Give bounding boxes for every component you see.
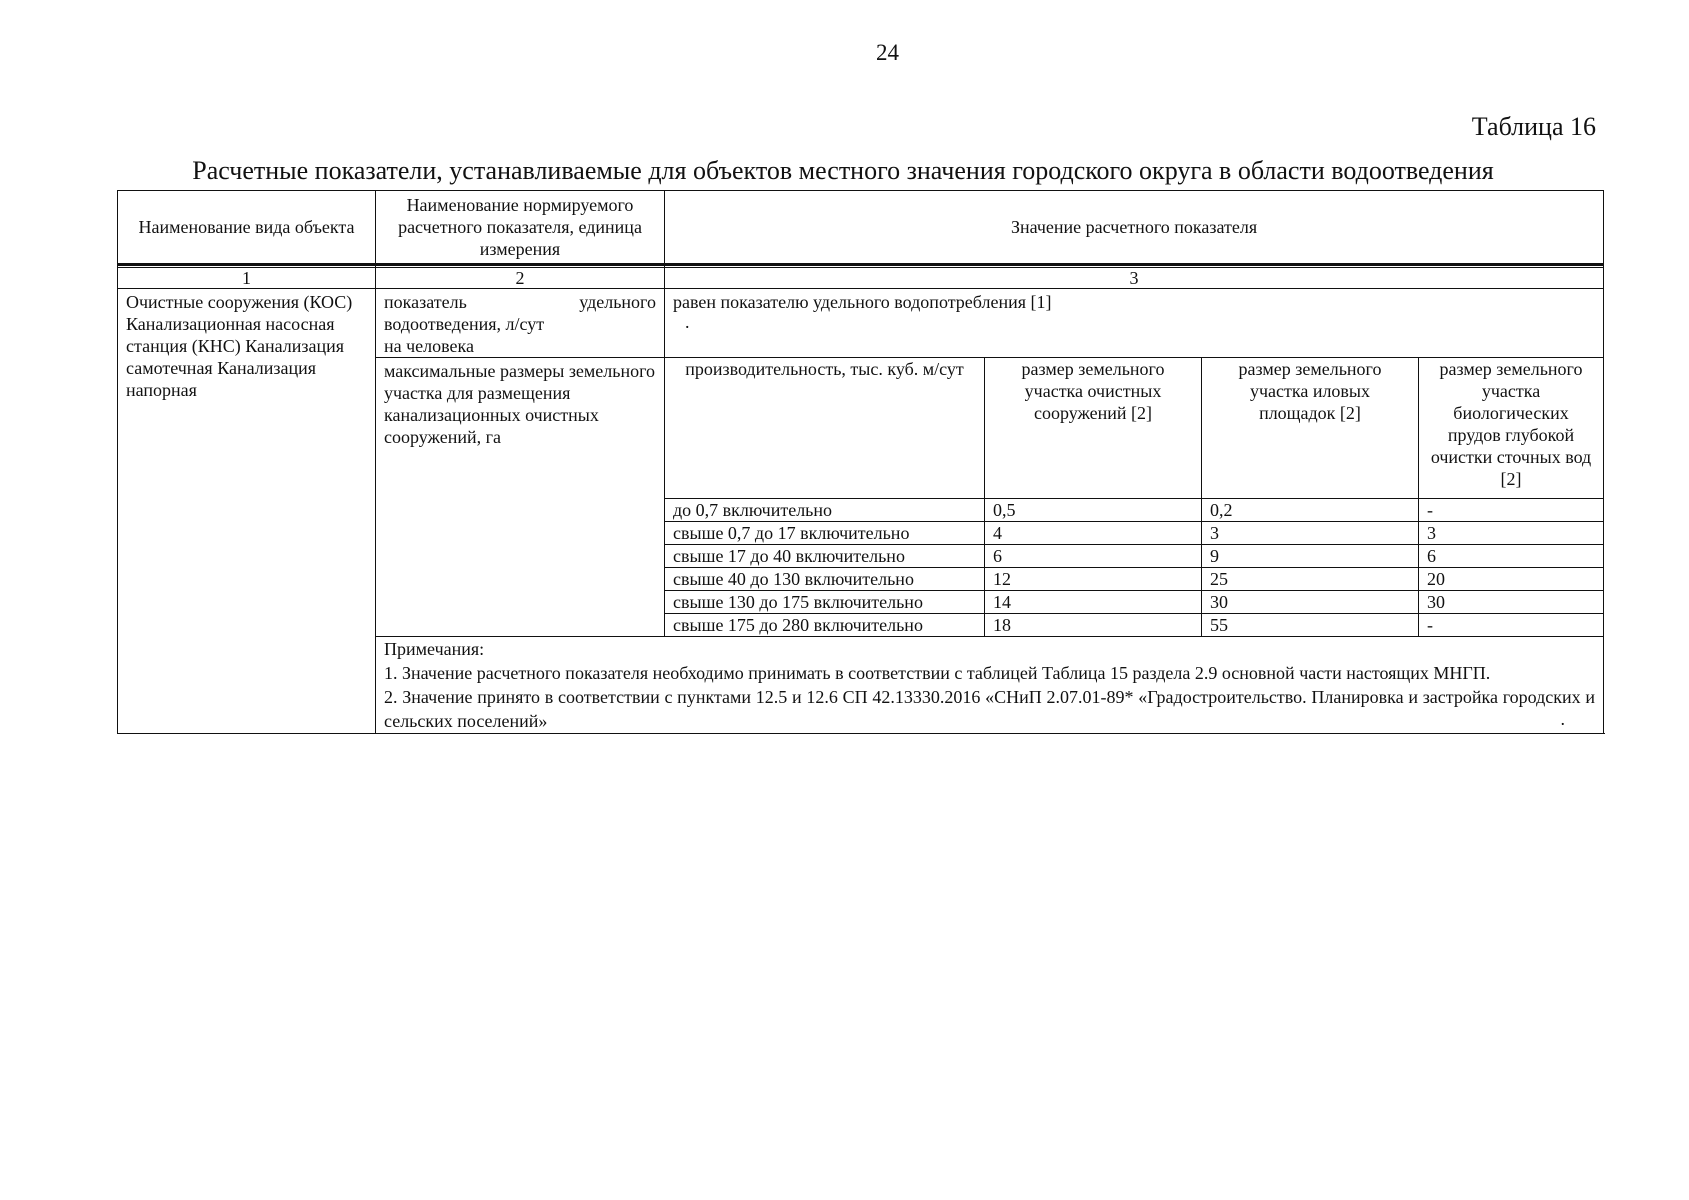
value-cell: 6 (1419, 545, 1604, 568)
indicator1-name-cell (376, 289, 665, 358)
value-cell: 30 (1419, 591, 1604, 614)
subheader-sludge-area: размер земельного участка иловых площадок [2] (1202, 358, 1419, 499)
value-cell: 4 (985, 522, 1202, 545)
table-title: Расчетные показатели, устанавливаемые для объектов местного значения городского округа в области водоотведения (192, 156, 1494, 185)
note-2 (384, 685, 1595, 733)
object-types-cell (118, 289, 376, 734)
indicator1-word: показатель (384, 292, 467, 312)
value-cell: 12 (985, 568, 1202, 591)
value-cell: 30 (1202, 591, 1419, 614)
stray-mark: . (685, 312, 690, 332)
range-cell: свыше 0,7 до 17 включительно (665, 522, 985, 545)
indicator1-value-cell (665, 289, 1604, 358)
object-types-text: Очистные сооружения (КОС) Канализационная насосная станция (КНС) Канализация самотечная Канализация напорная (126, 292, 353, 400)
column-number: 3 (665, 268, 1604, 289)
header-indicator-name: Наименование нормируемого расчетного показателя, единица измерения (376, 191, 665, 265)
subheader-treatment-area: размер земельного участка очистных сооружений [2] (985, 358, 1202, 499)
value-cell: 3 (1202, 522, 1419, 545)
subheader-ponds-area: размер земельного участка биологических прудов глубокой очистки сточных вод [2] (1419, 358, 1604, 499)
value-cell: 55 (1202, 614, 1419, 637)
value-cell: - (1419, 499, 1604, 522)
value-cell: 14 (985, 591, 1202, 614)
value-cell: - (1419, 614, 1604, 637)
value-cell: 3 (1419, 522, 1604, 545)
indicator1-name-rest: водоотведения, л/сут на человека (384, 314, 545, 356)
range-cell: свыше 130 до 175 включительно (665, 591, 985, 614)
indicator2-name-cell (376, 358, 665, 637)
note-1: 1. Значение расчетного показателя необходимо принимать в соответствии с таблицей Таблица 15 раздела 2.9 основной части настоящих МНГП. (384, 663, 1491, 683)
indicator1-value: равен показателю удельного водопотребления [1] (673, 292, 1052, 312)
page-number: 24 (876, 40, 899, 65)
column-number: 2 (376, 268, 665, 289)
notes-heading: Примечания: (384, 639, 485, 659)
value-cell: 18 (985, 614, 1202, 637)
value-cell: 0,2 (1202, 499, 1419, 522)
indicators-table (117, 190, 1604, 734)
note-2-text: 2. Значение принято в соответствии с пунктами 12.5 и 12.6 СП 42.13330.2016 «СНиП 2.07.01-89* «Градостроительство. Планировка и застройка городских и сельских поселений» (384, 687, 1596, 731)
indicator1-word: удельного (579, 292, 656, 312)
value-cell: 20 (1419, 568, 1604, 591)
table-caption: Таблица 16 (1471, 112, 1596, 141)
stray-mark: . (1560, 709, 1566, 729)
header-indicator-value: Значение расчетного показателя (665, 191, 1604, 265)
value-cell: 0,5 (985, 499, 1202, 522)
range-cell: свыше 175 до 280 включительно (665, 614, 985, 637)
value-cell: 25 (1202, 568, 1419, 591)
column-number: 1 (118, 268, 376, 289)
indicator2-name: максимальные размеры земельного участка для размещения канализационных очистных сооружений, га (384, 361, 656, 447)
header-object-type: Наименование вида объекта (118, 191, 376, 265)
range-cell: до 0,7 включительно (665, 499, 985, 522)
value-cell: 9 (1202, 545, 1419, 568)
range-cell: свыше 40 до 130 включительно (665, 568, 985, 591)
range-cell: свыше 17 до 40 включительно (665, 545, 985, 568)
notes-cell (376, 637, 1604, 734)
subheader-capacity: производительность, тыс. куб. м/сут (665, 358, 985, 499)
value-cell: 6 (985, 545, 1202, 568)
